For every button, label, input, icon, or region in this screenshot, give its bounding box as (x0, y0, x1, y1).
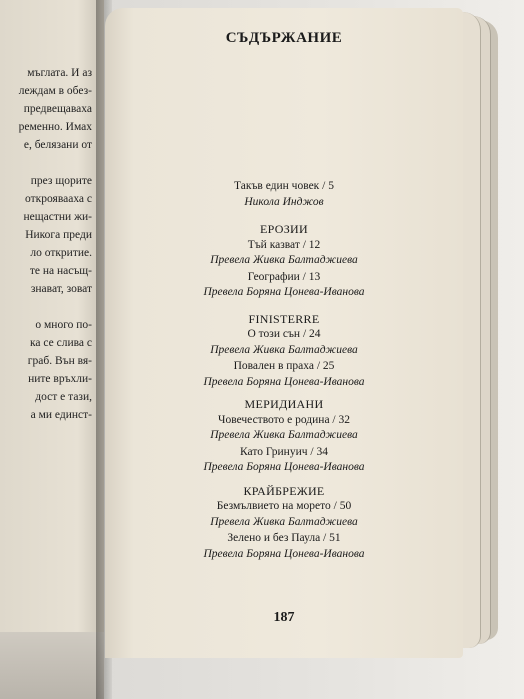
left-page-line: нещастни жи- (23, 211, 92, 223)
toc-entry-title: Географии / 13 (247, 271, 321, 283)
section-heading: ЕРОЗИИ (260, 222, 308, 236)
toc-entry-title: Като Гринуич / 34 (240, 446, 328, 458)
left-page (0, 0, 104, 699)
toc-entry-author: Никола Инджов (244, 196, 324, 208)
left-page-line: ременно. Имах (18, 121, 92, 133)
toc-entry-title: Безмълвието на морето / 50 (216, 500, 352, 512)
left-page-line: Никога преди (25, 229, 92, 241)
left-page-line: ка се слива с (30, 337, 92, 349)
left-page-line: през щорите (30, 175, 92, 187)
toc-entry-translator: Превела Живка Балтаджиева (210, 344, 358, 356)
toc-entry-translator: Превела Живка Балтаджиева (210, 429, 358, 441)
toc-entry-translator: Превела Боряна Цонева-Иванова (203, 548, 365, 560)
left-page-bottom-edge (0, 632, 104, 699)
left-page-line: предвещаваха (23, 103, 92, 115)
left-page-line: те на насъщ- (29, 265, 92, 277)
toc-entry-translator: Превела Боряна Цонева-Иванова (203, 286, 365, 298)
left-page-line: ло откритие. (30, 247, 92, 259)
section-heading: МЕРИДИАНИ (244, 397, 324, 411)
toc-entry-translator: Превела Живка Балтаджиева (210, 516, 358, 528)
left-page-line: а ми единст- (30, 409, 92, 421)
toc-entry-title: Човечеството е родина / 32 (217, 414, 350, 426)
left-page-line: о много по- (35, 319, 92, 331)
toc-entry-title: Такъв един човек / 5 (234, 180, 334, 192)
section-heading: КРАЙБРЕЖИЕ (243, 484, 325, 498)
toc-entry-translator: Превела Живка Балтаджиева (210, 254, 358, 266)
left-page-line: е, белязани от (23, 139, 92, 151)
right-page (105, 8, 463, 658)
toc-entry-translator: Превела Боряна Цонева-Иванова (203, 461, 365, 473)
toc-entry-translator: Превела Боряна Цонева-Иванова (203, 376, 365, 388)
toc-entry-title: Повален в праха / 25 (233, 360, 335, 372)
left-page-line: граб. Вън вя- (27, 355, 92, 367)
toc-entry-title: Зелено и без Паула / 51 (227, 532, 341, 544)
left-page-line: леждам в обез- (18, 85, 92, 97)
toc-entry-title: Тъй казват / 12 (247, 239, 321, 251)
page-number: 187 (273, 610, 295, 625)
left-page-line: откроявааха с (25, 193, 92, 205)
left-page-line: знават, зоват (30, 283, 92, 295)
left-page-line: мъглата. И аз (27, 67, 92, 79)
left-page-line: дост е тази, (35, 391, 92, 403)
section-heading: FINISTERRE (248, 312, 320, 326)
toc-entry-title: О този сън / 24 (247, 328, 321, 340)
left-page-line: ните връхли- (28, 373, 92, 385)
page-title: СЪДЪРЖАНИЕ (225, 30, 343, 46)
